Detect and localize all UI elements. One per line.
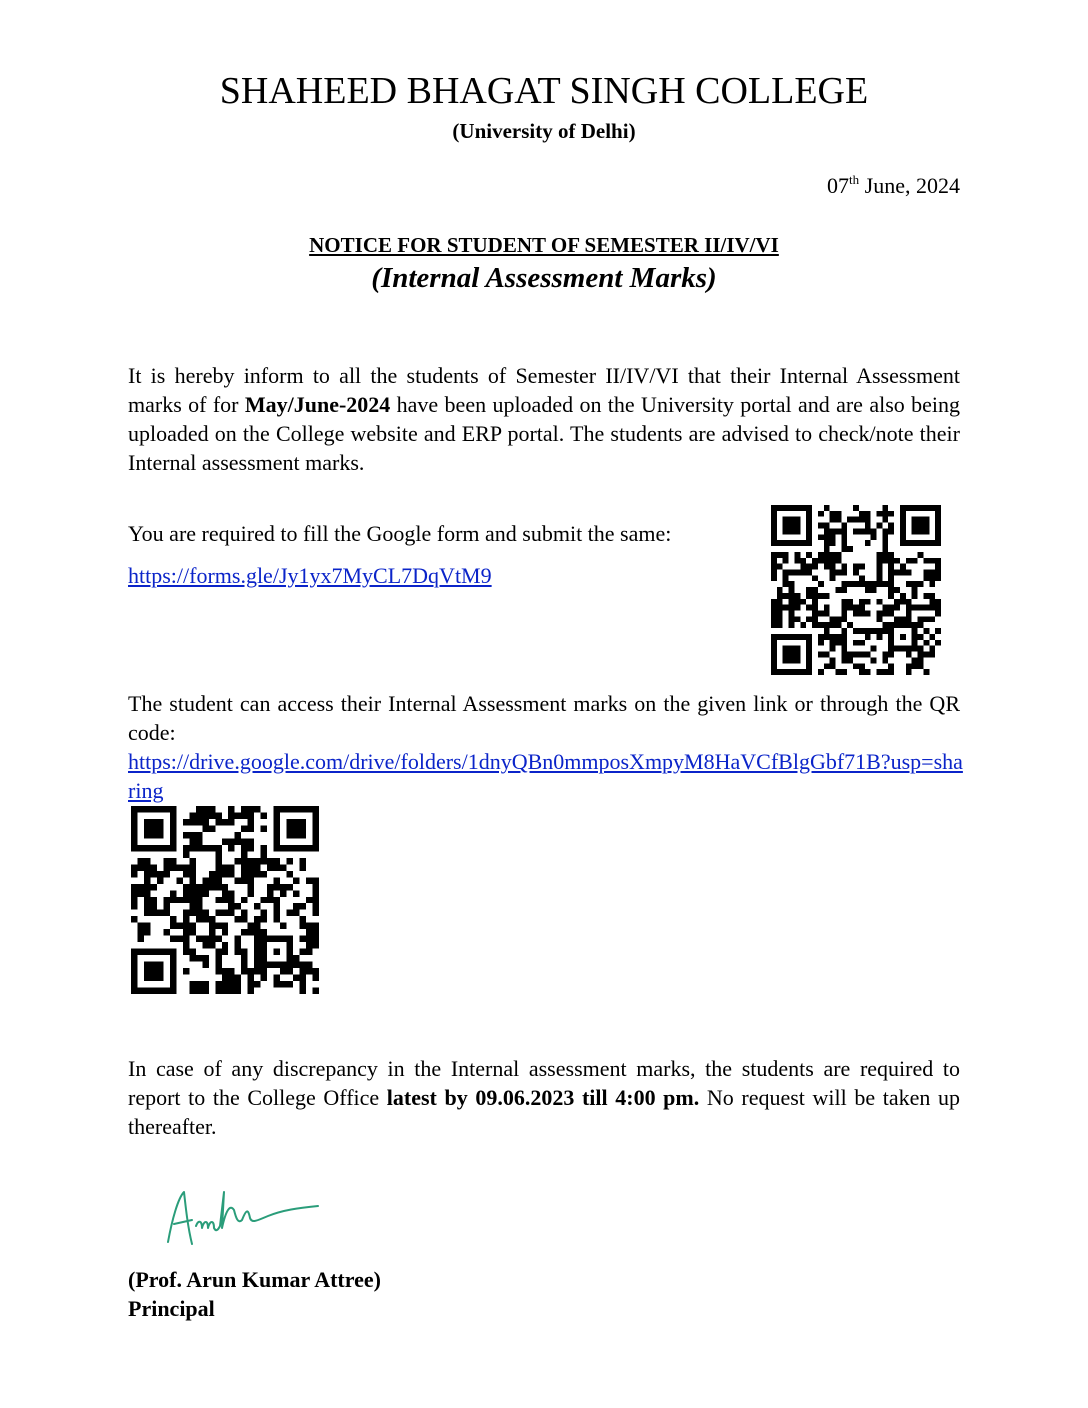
college-name: SHAHEED BHAGAT SINGH COLLEGE [219, 70, 869, 112]
date-rest: June, 2024 [859, 173, 960, 198]
paragraph-form: You are required to fill the Google form and submit the same: [128, 521, 672, 546]
signatory-name: (Prof. Arun Kumar Attree) [128, 1267, 381, 1292]
notice-title: NOTICE FOR STUDENT OF SEMESTER II/IV/VI [309, 233, 779, 257]
paragraph-intro: It is hereby inform to all the students of Semester II/IV/VI that their Internal Assessment marks of for May/June-2024 have been uploaded on the University portal and are also being uploaded on the College website and ERP portal. The students are advised to check/note their Internal assessment marks. [128, 363, 960, 475]
university-name: (University of Delhi) [452, 119, 636, 143]
date-day: 07 [827, 173, 850, 198]
exam-session: May/June-2024 [244, 392, 391, 417]
qr-code-icon [771, 505, 941, 675]
signatory-designation: Principal [128, 1296, 215, 1321]
notice-date [827, 172, 960, 200]
paragraph-access: The student can access their Internal Assessment marks on the given link or through the QR code: [128, 691, 960, 745]
notice-subtitle: (Internal Assessment Marks) [371, 262, 717, 294]
deadline: latest by 09.06.2023 till 4:00 pm. [386, 1085, 700, 1110]
paragraph-discrepancy: In case of any discrepancy in the Internal assessment marks, the students are required to report to the College Office latest by 09.06.2023 till 4:00 pm. No request will be taken up thereafter. [128, 1056, 960, 1139]
signature [158, 1180, 328, 1260]
qr-code-icon [131, 806, 319, 994]
google-form-link[interactable]: https://forms.gle/Jy1yx7MyCL7DqVtM9 [128, 563, 492, 588]
date-suffix: th [849, 172, 860, 187]
drive-folder-link[interactable]: https://drive.google.com/drive/folders/1dnyQBn0mmposXmpyM8HaVCfBlgGbf71B?usp=sharing [128, 749, 963, 803]
